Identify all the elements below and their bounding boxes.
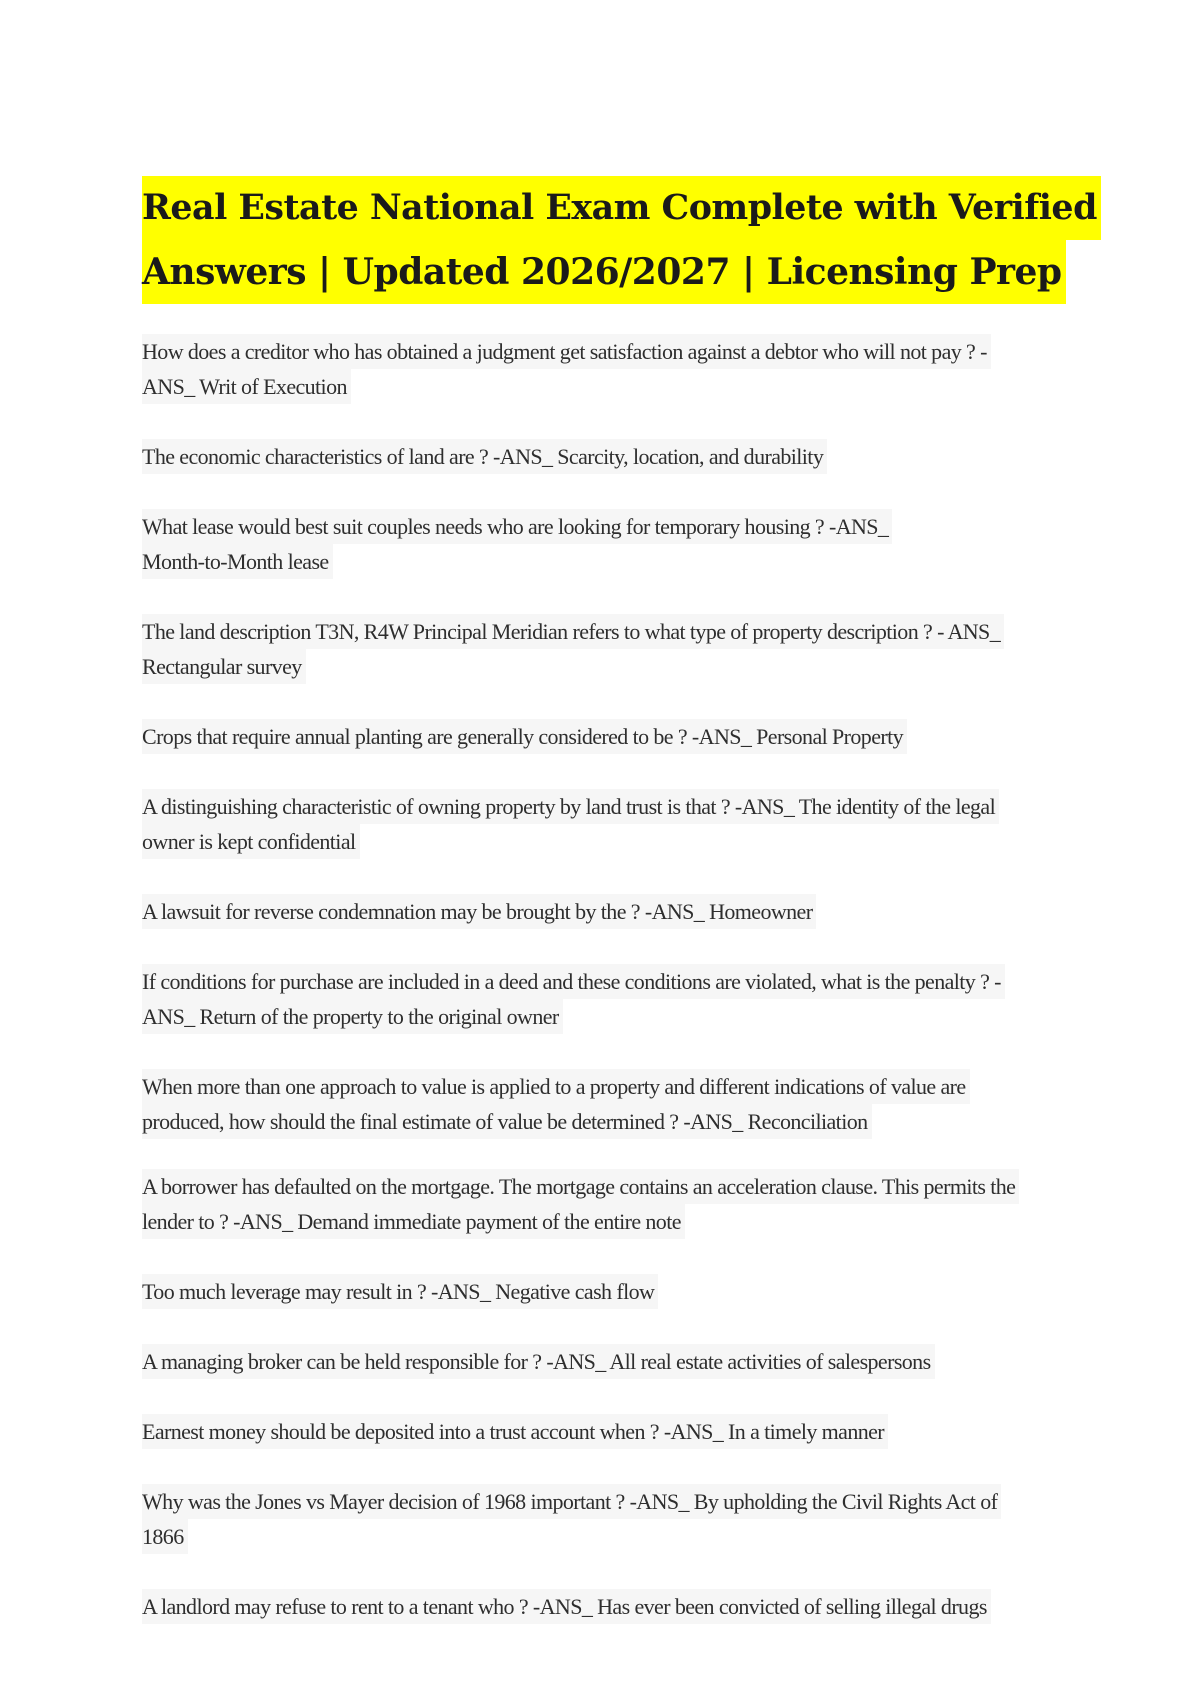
qa-text-line: ANS_ Return of the property to the original owner: [142, 999, 563, 1034]
qa-text-line: What lease would best suit couples needs who are looking for temporary housing ? -ANS_: [142, 509, 892, 544]
qa-text-line: Rectangular survey: [142, 649, 306, 684]
qa-text-line: If conditions for purchase are included in a deed and these conditions are violated, what is the penalty ? -: [142, 964, 1005, 999]
qa-list: [142, 334, 1082, 1659]
qa-item: [142, 789, 1082, 894]
qa-text-line: How does a creditor who has obtained a judgment get satisfaction against a debtor who will not pay ? -: [142, 334, 991, 369]
qa-text-line: Too much leverage may result in ? -ANS_ Negative cash flow: [142, 1274, 658, 1309]
qa-text-line: A lawsuit for reverse condemnation may be brought by the ? -ANS_ Homeowner: [142, 894, 816, 929]
qa-item: [142, 439, 1082, 509]
qa-item: [142, 1484, 1082, 1589]
qa-item: [142, 614, 1082, 719]
qa-text-line: owner is kept confidential: [142, 824, 360, 859]
qa-text-line: lender to ? -ANS_ Demand immediate payment of the entire note: [142, 1204, 685, 1239]
qa-text-line: A borrower has defaulted on the mortgage. The mortgage contains an acceleration clause. This permits the: [142, 1169, 1019, 1204]
qa-item: [142, 1414, 1082, 1484]
qa-item: [142, 1589, 1082, 1659]
title-line: Answers | Updated 2026/2027 | Licensing Prep: [142, 240, 1066, 304]
title-line: Real Estate National Exam Complete with Verified: [142, 176, 1101, 240]
qa-item: [142, 1274, 1082, 1344]
qa-text-line: ANS_ Writ of Execution: [142, 369, 351, 404]
qa-item: [142, 1344, 1082, 1414]
qa-text-line: A managing broker can be held responsible for ? -ANS_ All real estate activities of salespersons: [142, 1344, 935, 1379]
qa-item: [142, 334, 1082, 439]
qa-text-line: produced, how should the final estimate of value be determined ? -ANS_ Reconciliation: [142, 1104, 872, 1139]
qa-item: [142, 719, 1082, 789]
qa-text-line: The land description T3N, R4W Principal Meridian refers to what type of property description ? - ANS_: [142, 614, 1004, 649]
qa-text-line: When more than one approach to value is applied to a property and different indications of value are: [142, 1069, 970, 1104]
qa-item: [142, 894, 1082, 964]
qa-text-line: Month-to-Month lease: [142, 544, 333, 579]
document-title: [142, 176, 1097, 304]
qa-item: [142, 964, 1082, 1069]
qa-item: [142, 1069, 1082, 1169]
qa-text-line: Earnest money should be deposited into a trust account when ? -ANS_ In a timely manner: [142, 1414, 888, 1449]
qa-text-line: 1866: [142, 1519, 188, 1554]
qa-text-line: Why was the Jones vs Mayer decision of 1968 important ? -ANS_ By upholding the Civil Rights Act of: [142, 1484, 1001, 1519]
qa-text-line: A distinguishing characteristic of owning property by land trust is that ? -ANS_ The identity of the legal: [142, 789, 999, 824]
qa-text-line: A landlord may refuse to rent to a tenant who ? -ANS_ Has ever been convicted of selling illegal drugs: [142, 1589, 991, 1624]
qa-text-line: Crops that require annual planting are generally considered to be ? -ANS_ Personal Property: [142, 719, 907, 754]
qa-text-line: The economic characteristics of land are ? -ANS_ Scarcity, location, and durability: [142, 439, 827, 474]
qa-item: [142, 1169, 1082, 1274]
qa-item: [142, 509, 1082, 614]
